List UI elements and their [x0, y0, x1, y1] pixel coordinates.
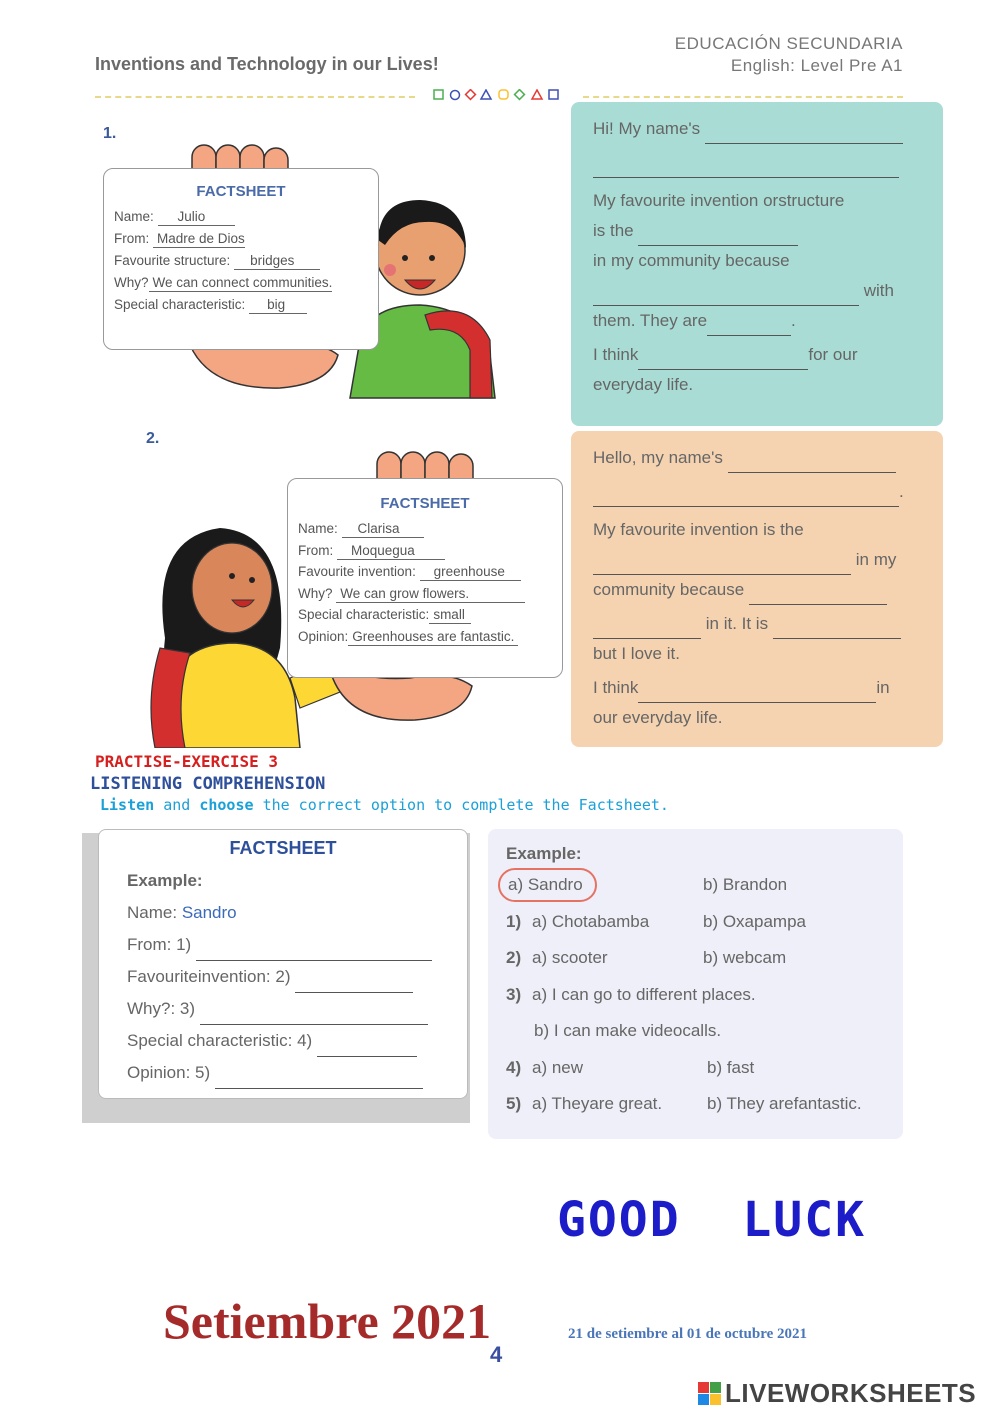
answer-row-5: [127, 1057, 439, 1089]
row-label: Name:: [298, 521, 338, 536]
option-b[interactable]: b) fast: [707, 1057, 755, 1077]
panel-text: My favourite invention orstructure: [593, 191, 845, 210]
question-number: 1): [506, 911, 522, 931]
factsheet-row: [114, 272, 368, 294]
blank-in-it[interactable]: [593, 621, 701, 639]
panel-text: in my community because: [593, 251, 790, 270]
option-a[interactable]: a) I can go to different places.: [532, 984, 756, 1004]
row-value: We can grow flowers.: [336, 586, 525, 603]
blank-it-is[interactable]: [773, 621, 901, 639]
liveworksheets-logo-icon: [698, 1382, 722, 1406]
row-label: Opinion: 5): [127, 1063, 211, 1082]
panel-text: community because: [593, 580, 745, 599]
option-a[interactable]: a) scooter: [532, 948, 608, 967]
example-option-b: b) Brandon: [703, 875, 788, 894]
answer-row-4: [127, 1025, 439, 1057]
writing-panel-2: [571, 431, 943, 747]
header-divider-left: [95, 96, 415, 98]
panel-text: in my: [855, 550, 897, 569]
exercise-instructions: [100, 796, 669, 814]
section-number-2: 2.: [146, 430, 160, 447]
panel-text: in it. It is: [705, 614, 769, 633]
row-label: Why?: [298, 585, 333, 601]
worksheet-title: Inventions and Technology in our Lives!: [95, 54, 439, 74]
factsheet-row: [298, 518, 552, 540]
row-label: Favourite invention:: [298, 564, 416, 579]
panel-text: .: [899, 482, 904, 501]
factsheet-title: FACTSHEET: [196, 183, 286, 200]
row-value: Madre de Dios: [153, 231, 245, 248]
row-label: Special characteristic:: [114, 297, 246, 312]
answer-blank-5[interactable]: [215, 1071, 423, 1089]
factsheet-row: [298, 626, 552, 648]
row-value: We can connect communities.: [149, 275, 333, 292]
option-a[interactable]: a) new: [532, 1057, 584, 1077]
page-number: 4: [490, 1342, 503, 1367]
factsheet-row: [114, 228, 368, 250]
question-5: [506, 1086, 885, 1123]
header-divider-right: [583, 96, 903, 98]
blank-invention[interactable]: [638, 228, 798, 246]
option-b[interactable]: b) I can make videocalls.: [534, 1021, 722, 1040]
exercise-subtitle: LISTENING COMPREHENSION: [90, 774, 326, 794]
question-2: [506, 940, 885, 977]
question-number: 3): [506, 984, 522, 1004]
row-label: From:: [298, 542, 334, 558]
level-line-2: English: Level Pre A1: [730, 56, 903, 75]
blank-name[interactable]: [705, 126, 903, 144]
name-row: [127, 897, 439, 929]
panel-text: is the: [593, 221, 634, 240]
example-options: [506, 867, 885, 904]
factsheet-row: [114, 206, 368, 228]
question-1: [506, 904, 885, 941]
factsheet-card-1: [103, 168, 379, 350]
question-number: 5): [506, 1094, 522, 1113]
exercise-title: PRACTISE-EXERCISE 3: [95, 752, 279, 771]
level-line-1: EDUCACIÓN SECUNDARIA: [674, 34, 903, 53]
section-number-1: 1.: [103, 125, 117, 142]
blank-name[interactable]: [728, 455, 896, 473]
factsheet-row: [298, 604, 552, 626]
panel-text: I think: [593, 678, 639, 697]
question-3: [506, 977, 885, 1014]
row-value: big: [249, 297, 307, 314]
answer-row-3: [127, 993, 439, 1025]
answer-row-1: [127, 929, 439, 961]
row-label: Opinion:: [298, 628, 349, 644]
factsheet-row: [298, 561, 552, 583]
row-value: greenhouse: [420, 564, 521, 581]
row-label: From: 1): [127, 935, 192, 954]
answer-blank-1[interactable]: [196, 943, 432, 961]
option-b[interactable]: b) They arefantastic.: [707, 1094, 862, 1113]
row-value: small: [429, 607, 471, 624]
shapes-icon: [433, 89, 563, 101]
row-label: From:: [114, 231, 150, 246]
panel-text: for our: [808, 345, 858, 364]
row-label: Favouriteinvention: 2): [127, 967, 291, 986]
example-option-a: a) Sandro: [498, 868, 597, 902]
name-label: Name:: [127, 903, 178, 922]
row-label: Why?: 3): [127, 999, 196, 1018]
option-b[interactable]: b) Oxapampa: [703, 911, 806, 931]
panel-text: .: [791, 311, 796, 330]
liveworksheets-logo: [698, 1378, 976, 1409]
factsheet-row: [114, 250, 368, 272]
name-value: Sandro: [181, 903, 237, 922]
instr-rest: the correct option to complete the Factsheet.: [262, 796, 669, 814]
liveworksheets-brand: LIVEWORKSHEETS: [725, 1378, 977, 1408]
options-panel: [488, 829, 903, 1139]
panel-text: them. They are: [593, 311, 708, 330]
blank-because[interactable]: [593, 288, 859, 306]
blank-invention[interactable]: [593, 557, 851, 575]
factsheet-title: FACTSHEET: [229, 838, 337, 858]
listening-factsheet: [98, 829, 468, 1099]
panel-text: Hi! My name's: [593, 119, 701, 138]
factsheet-row: [114, 294, 368, 316]
row-value: Clarisa: [342, 521, 424, 538]
instr-choose: choose: [199, 796, 254, 814]
date-range: 21 de setiembre al 01 de octubre 2021: [568, 1326, 807, 1342]
panel-text: My favourite invention is the: [593, 520, 804, 539]
blank-i-think[interactable]: [638, 352, 808, 370]
options-example-label: Example:: [506, 844, 582, 863]
panel-text: with: [863, 281, 894, 300]
level-info: [675, 33, 903, 77]
decorative-shapes: [433, 89, 563, 101]
instr-and: and: [163, 796, 191, 814]
row-label: Special characteristic: 4): [127, 1031, 313, 1050]
good-luck-text: GOOD LUCK: [557, 1192, 866, 1248]
answer-blank-3[interactable]: [200, 1007, 428, 1025]
option-a[interactable]: a) Theyare great.: [532, 1094, 663, 1113]
row-value: Moquegua: [337, 543, 445, 560]
question-4: [506, 1050, 885, 1087]
option-b[interactable]: b) webcam: [703, 948, 787, 967]
blank-name-cont[interactable]: [593, 489, 899, 507]
month-title: Setiembre 2021: [163, 1293, 492, 1349]
factsheet-row: [298, 540, 552, 562]
row-value: bridges: [234, 253, 320, 270]
answer-blank-2[interactable]: [295, 975, 413, 993]
row-label: Name:: [114, 209, 154, 224]
blank-because[interactable]: [749, 587, 887, 605]
panel-text: I think: [593, 345, 639, 364]
row-label: Why?: [114, 275, 149, 290]
answer-row-2: [127, 961, 439, 993]
row-value: Greenhouses are fantastic.: [348, 629, 518, 646]
panel-text: but I love it.: [593, 644, 680, 663]
example-label: Example:: [127, 871, 203, 890]
instr-listen: Listen: [100, 796, 155, 814]
question-number: 2): [506, 948, 522, 967]
panel-text: Hello, my name's: [593, 448, 723, 467]
factsheet-title: FACTSHEET: [380, 495, 470, 512]
blank-name-cont[interactable]: [593, 160, 899, 178]
panel-text: everyday life.: [593, 375, 694, 394]
panel-text: in: [876, 678, 890, 697]
question-number: 4): [506, 1057, 522, 1077]
row-value: Julio: [158, 209, 236, 226]
blank-they-are[interactable]: [707, 318, 791, 336]
factsheet-card-2: [287, 478, 563, 678]
factsheet-row: [298, 583, 552, 605]
answer-blank-4[interactable]: [317, 1039, 417, 1057]
option-a[interactable]: a) Chotabamba: [532, 911, 650, 931]
row-label: Special characteristic:: [298, 607, 430, 622]
panel-text: our everyday life.: [593, 708, 723, 727]
question-3-b: [506, 1013, 885, 1050]
row-label: Favourite structure:: [114, 253, 231, 268]
blank-i-think[interactable]: [638, 685, 876, 703]
writing-panel-1: [571, 102, 943, 426]
